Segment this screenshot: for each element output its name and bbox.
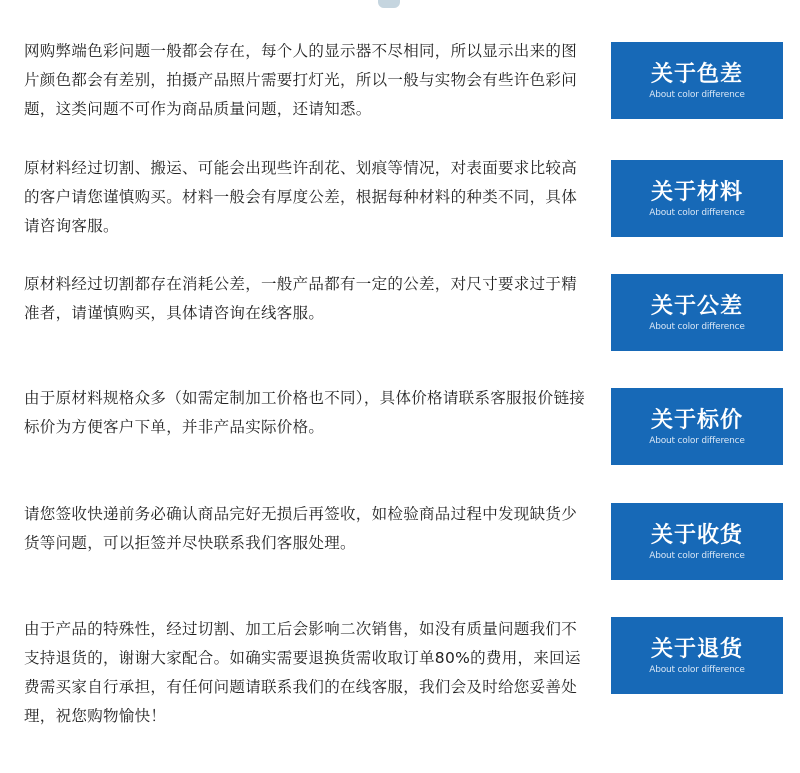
badge-title: 关于收货 [650,523,743,548]
section-text: 网购弊端色彩问题一般都会存在，每个人的显示器不尽相同，所以显示出来的图片颜色都会有差别，拍摄产品照片需要打灯光，所以一般与实物会有些许色彩问题，这类问题不可作为商品质量问题，还请知悉。 [24,42,578,118]
badge-tolerance [611,274,783,351]
badge-color-difference [611,42,783,119]
badge-price [611,388,783,465]
badge-subtitle: About color difference [649,90,745,100]
section-text: 请您签收快递前务必确认商品完好无损后再签收，如检验商品过程中发现缺货少货等问题，可以拒签并尽快联系我们客服处理。 [24,505,578,552]
badge-subtitle: About color difference [649,551,745,561]
badge-materials [611,160,783,237]
badge-title: 关于标价 [650,408,743,433]
badge-subtitle: About color difference [649,322,745,332]
badge-title: 关于色差 [650,62,743,87]
badge-subtitle: About color difference [649,436,745,446]
badge-subtitle: About color difference [649,665,745,675]
badge-title: 关于公差 [650,294,743,319]
badge-returns [611,617,783,694]
badge-receiving [611,503,783,580]
badge-title: 关于退货 [650,637,743,662]
section-text: 由于产品的特殊性，经过切割、加工后会影响二次销售，如没有质量问题我们不支持退货的，谢谢大家配合。如确实需要退换货需收取订单80%的费用，来回运费需买家自行承担，有任何问题请联系我们的在线客服，我们会及时给您妥善处理，祝您购物愉快！ [24,620,581,725]
badge-title: 关于材料 [650,180,743,205]
top-decoration [378,0,400,8]
section-text: 由于原材料规格众多（如需定制加工价格也不同），具体价格请联系客服报价链接标价为方便客户下单，并非产品实际价格。 [24,389,586,436]
section-text: 原材料经过切割都存在消耗公差，一般产品都有一定的公差，对尺寸要求过于精准者，请谨慎购买，具体请咨询在线客服。 [24,275,578,322]
section-text: 原材料经过切割、搬运、可能会出现些许刮花、划痕等情况，对表面要求比较高的客户请您谨慎购买。材料一般会有厚度公差，根据每种材料的种类不同，具体请咨询客服。 [24,159,578,235]
badge-subtitle: About color difference [649,208,745,218]
